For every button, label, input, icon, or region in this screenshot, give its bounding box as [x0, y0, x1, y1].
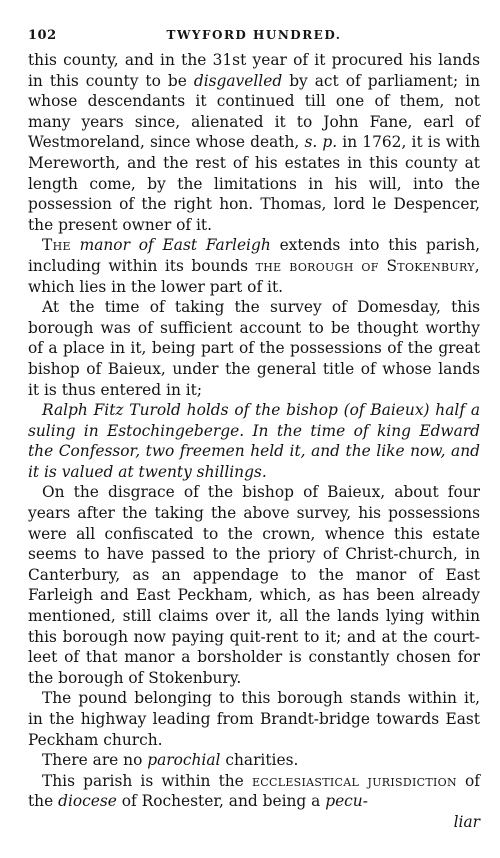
text-span: charities. — [220, 751, 299, 770]
text-span: of the — [28, 771, 480, 811]
text-span: by act of parliament; in whose descendants it continued till one of them, not many years since, alienated it to John Fane, earl of Westmoreland, since whose death, — [28, 71, 480, 152]
paragraph-2 — [28, 235, 480, 297]
paragraph-3: At the time of taking the survey of Domesday, this borough was of sufficient account to be thought worthy of a place in it, being part of the possessions of the great bishop of Baieux, under the general title of whose lands it is thus entered in it; — [28, 298, 480, 399]
text-span: This parish is within the — [42, 771, 252, 790]
text-span: in 1762, it is with Mereworth, and the rest of his estates in this county at length come, by the limitations in his will, into the possession of the right hon. Thomas, lord le Despencer, the present owner of it. — [28, 133, 480, 234]
small-caps-span: The — [42, 236, 71, 255]
page-body — [28, 50, 480, 833]
text-span: this county, and in the 31st year of it procured his lands in this county to be — [28, 51, 480, 90]
text-span: extends into this parish, including within its bounds — [28, 236, 481, 275]
italic-span: diocese — [58, 792, 117, 811]
italic-span: s. p. — [304, 133, 338, 152]
domesday-quote: Ralph Fitz Turold holds of the bishop (of Baieux) half a suling in Estochingeberge. In the time of king Edward the Confessor, two freemen held it, and the like now, and it is valued at twenty shillings. — [28, 401, 480, 481]
text-span: of Rochester, and being a — [116, 792, 326, 811]
page-header — [28, 26, 480, 46]
paragraph-8 — [28, 771, 480, 812]
paragraph-5: On the disgrace of the bishop of Baieux, about four years after the taking the above survey, his possessions were all confiscated to the crown, whence this estate seems to have passed to the priory of Christ-church, in Canterbury, as an appendage to the manor of East Farleigh and East Peckham, which, as has been already mentioned, still claims over it, all the lands lying within this borough now paying quit-rent to it; and at the court-leet of that manor a borsholder is constantly chosen for the borough of Stokenbury. — [28, 483, 480, 687]
italic-span: parochial — [147, 751, 221, 770]
paragraph-7 — [28, 750, 480, 771]
italic-span: disgavelled — [193, 71, 283, 90]
running-head: TWYFORD HUNDRED. — [166, 28, 342, 42]
small-caps-span: the borough of Stokenbury, — [255, 256, 480, 275]
italic-span: manor of East Farleigh — [70, 236, 271, 255]
small-caps-span: ecclesiastical jurisdiction — [251, 771, 457, 790]
book-page — [28, 26, 480, 833]
text-span: There are no — [42, 751, 148, 770]
page-number: 102 — [28, 28, 57, 43]
paragraph-1 — [28, 50, 480, 235]
paragraph-6: The pound belonging to this borough stands within it, in the highway leading from Brandt-bridge towards East Peckham church. — [28, 689, 480, 749]
catchword: liar — [453, 812, 480, 831]
italic-span: pecu- — [325, 792, 368, 811]
text-span: which lies in the lower part of it. — [28, 277, 284, 296]
